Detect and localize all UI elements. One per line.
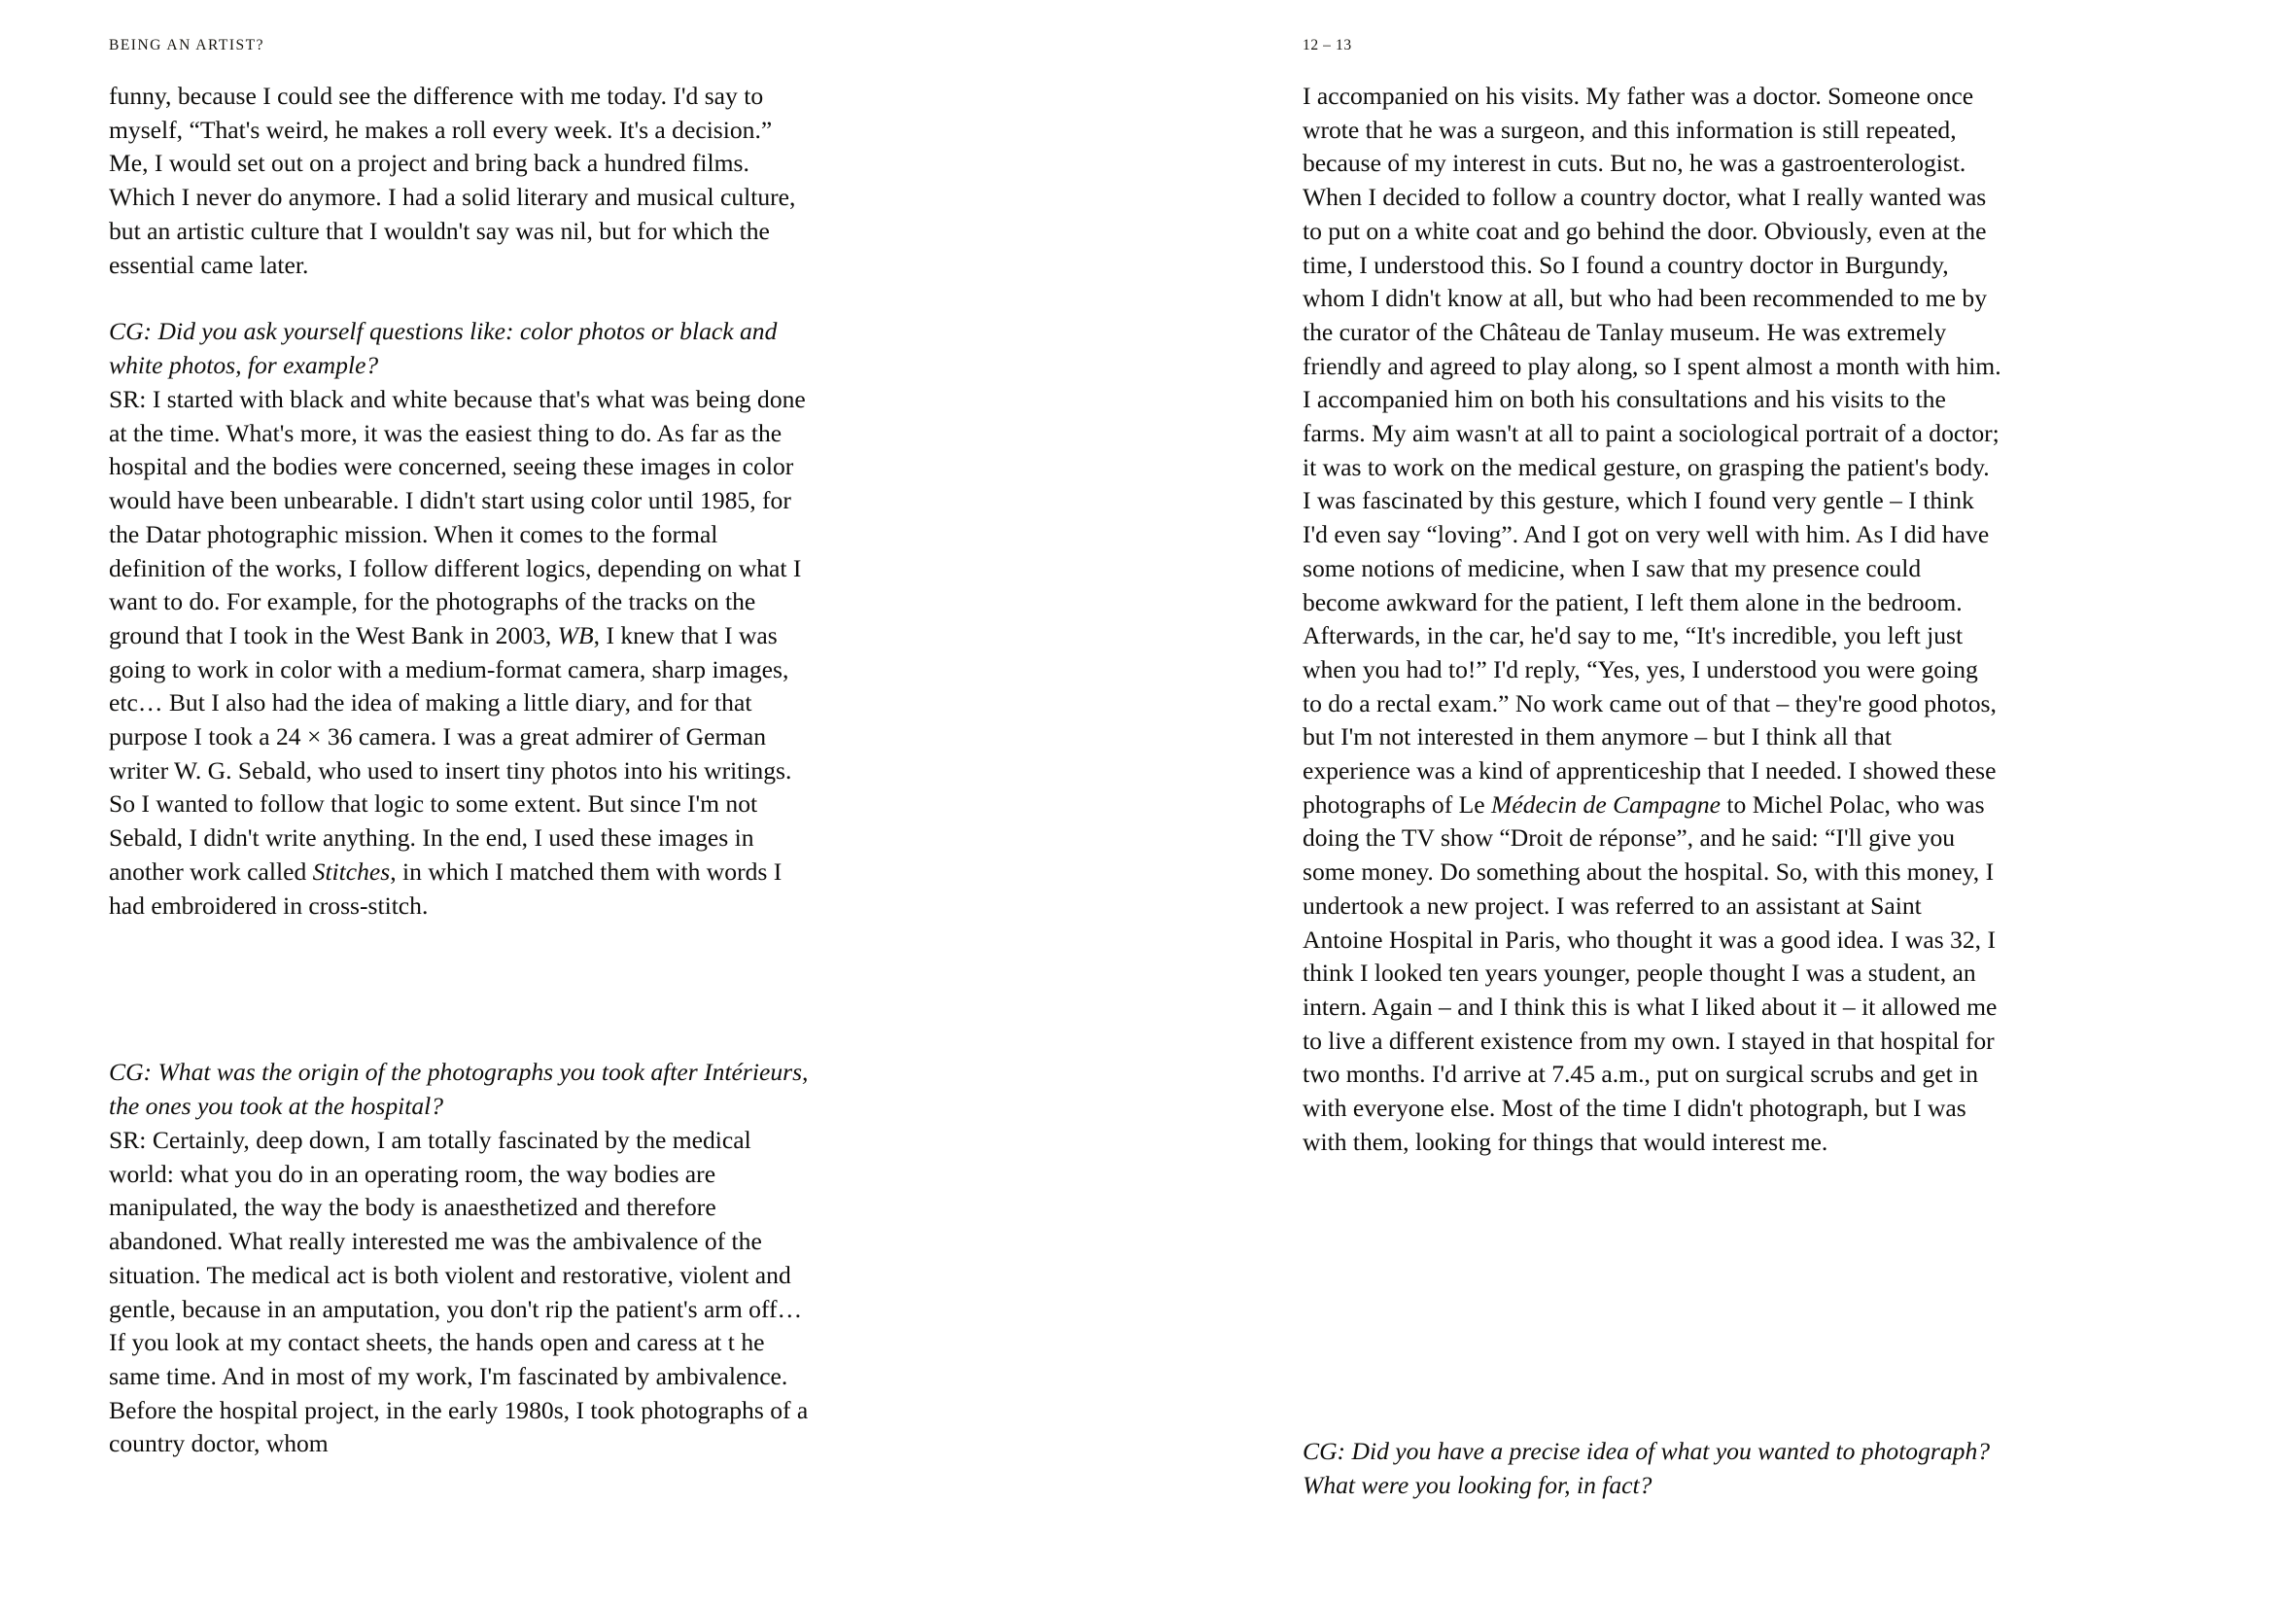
question-text-part: , the ones you took at the hospital?: [109, 1058, 809, 1120]
work-title: Médecin de Campagne: [1491, 789, 1722, 819]
paragraph: SR: Certainly, deep down, I am totally fascinated by the medical world: what you do in an operating room, the way bodies are manipulated, the way the body is anaesthetized and therefore abandoned. What really interested me was the ambivalence of the situation. The medical act is both violent and restorative, violent and gentle, because in an amputation, you don't rip the patient's arm off… If you look at my contact sheets, the hands open and caress at t he same time. And in most of my work, I'm fascinated by ambivalence. Before the hospital project, in the early 1980s, I took photographs of a country doctor, whom: [109, 1126, 809, 1458]
running-head-right: 12 – 13: [1303, 37, 1352, 53]
paragraph-text-part: I accompanied on his visits. My father was a doctor. Someone once wrote that he was a surgeon, and this information is still repeated, because of my interest in cuts. But no, he was a gastroenterologist. When I decided to follow a country doctor, what I really wanted was to put on a white coat and go behind the door. Obviously, even at the time, I understood this. So I found a country doctor in Burgundy, whom I didn't know at all, but who had been recommended to me by the curator of the Château de Tanlay museum. He was extremely friendly and agreed to play along, so I spent almost a month with him. I accompanied him on both his consultations and his visits to the farms. My aim wasn't at all to paint a sociological portrait of a doctor; it was to work on the medical gesture, on grasping the patient's body. I was fascinated by this gesture, which I found very gentle – I think I'd even say “loving”. And I got on very well with him. As I did have some notions of medicine, when I saw that my presence could become awkward for the patient, I left them alone in the bedroom. Afterwards, in the car, he'd say to me, “It's incredible, you left just when you had to!” I'd reply, “Yes, yes, I understood you were going to do a rectal exam.” No work came out of that – they're good photos, but I'm not interested in them anymore – but I think all that experience was a kind of apprenticeship that I needed. I showed these photographs of Le: [1303, 82, 2001, 819]
paragraph-text-part: SR: I started with black and white because that's what was being done at the time. What's more, it was the easiest thing to do. As far as the hospital and the bodies were concerned, seeing these images in color would have been unbearable. I didn't start using color until 1985, for the Datar photographic mission. When it comes to the formal definition of the works, I follow different logics, depending on what I want to do. For example, for the photographs of the tracks on the ground that I took in the West Bank in 2003,: [109, 385, 806, 649]
paragraph-text-part: , in which I matched them with words I had embroidered in cross-stitch.: [109, 856, 783, 920]
work-title: Stitches: [312, 856, 391, 886]
paragraph: [109, 383, 809, 923]
work-title: Intérieurs: [704, 1058, 803, 1086]
interview-question: CG: Did you have a precise idea of what you wanted to photograph? What were you looking for, in fact?: [1303, 1437, 1991, 1499]
question-text-part: CG: What was the origin of the photographs you took after: [109, 1058, 705, 1086]
paragraph-text-part: to Michel Polac, who was doing the TV show “Droit de réponse”, and he said: “I'll give you some money. Do something about the hospital. So, with this money, I undertook a new project. I was referred to an assistant at Saint Antoine Hospital in Paris, who thought it was a good idea. I was 32, I think I looked ten years younger, people thought I was a student, an intern. Again – and I think this is what I liked about it – it allowed me to live a different existence from my own. I stayed in that hospital for two months. I'd arrive at 7.45 a.m., put on surgical scrubs and get in with everyone else. Most of the time I didn't photograph, but I was with them, looking for things that would interest me.: [1303, 789, 1998, 1156]
running-head-left: BEING AN ARTIST?: [109, 37, 264, 53]
paragraph: [1303, 80, 2002, 1160]
interview-question: CG: Did you ask yourself questions like: color photos or black and white photos, for example?: [109, 317, 778, 379]
interview-question: [109, 1056, 809, 1123]
paragraph-text-part: , I knew that I was going to work in color with a medium-format camera, sharp images, etc… But I also had the idea of making a little diary, and for that purpose I took a 24 × 36 camera. I was a great admirer of German writer W. G. Sebald, who used to insert tiny photos into his writings. So I wanted to follow that logic to some extent. But since I'm not Sebald, I didn't write anything. In the end, I used these images in another work called: [109, 620, 792, 886]
work-title: WB: [557, 620, 594, 649]
paragraph: funny, because I could see the difference with me today. I'd say to myself, “That's weird, he makes a roll every week. It's a decision.” Me, I would set out on a project and bring back a hundred films. Which I never do anymore. I had a solid literary and musical culture, but an artistic culture that I wouldn't say was nil, but for which the essential came later.: [109, 82, 796, 279]
